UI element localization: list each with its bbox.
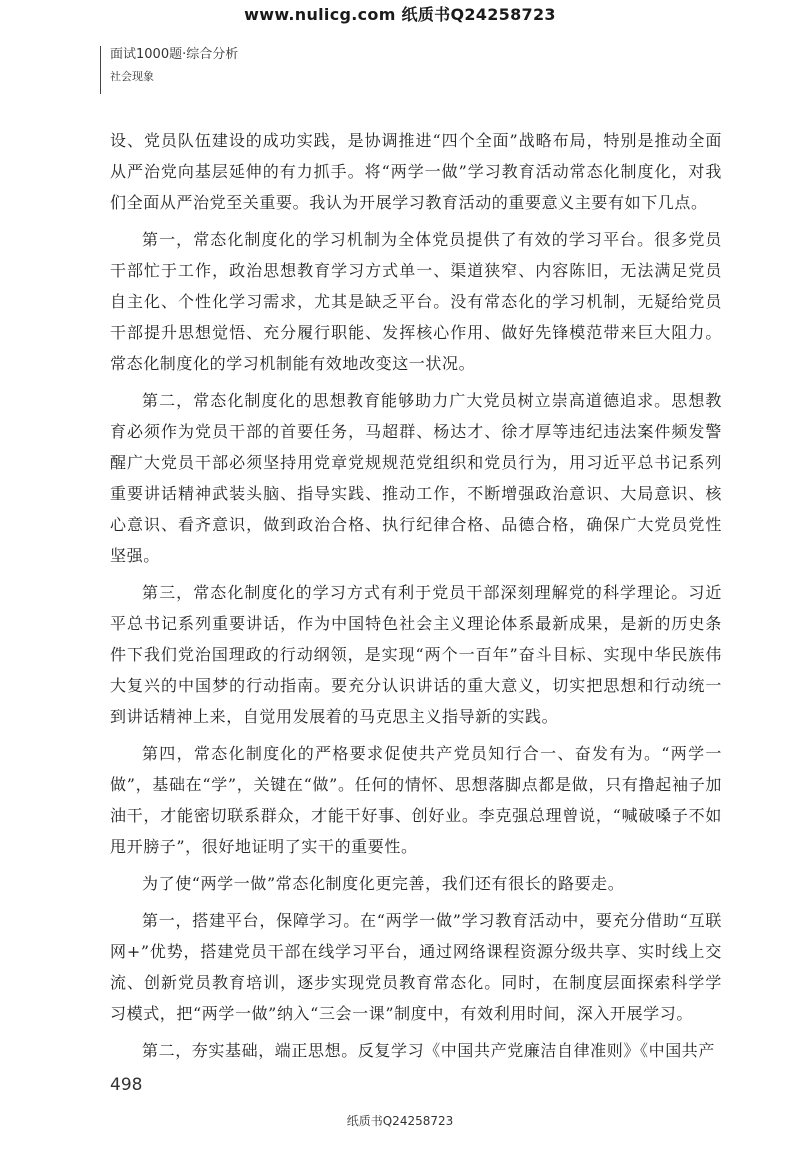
paragraph-measure-one: 第一，搭建平台，保障学习。在“两学一做”学习教育活动中，要充分借助“互联网+”优势，搭建党员干部在线学习平台，通过网络课程资源分级共享、实时线上交流、创新党员教育培训，逐步实现党员教育常态化。同时，在制度层面探索科学学习模式，把“两学一做”纳入“三会一课”制度中，有效利用时间，深入开展学习。 — [110, 911, 722, 1023]
running-header — [100, 46, 238, 94]
bottom-watermark: 纸质书Q24258723 — [346, 1114, 454, 1128]
paragraph-transition: 为了使“两学一做”常态化制度化更完善，我们还有很长的路要走。 — [142, 874, 625, 893]
paragraph-continued: 设、党员队伍建设的成功实践，是协调推进“四个全面”战略布局，特别是推动全面从严治党向基层延伸的有力抓手。将“两学一做”学习教育活动常态化制度化，对我们全面从严治党至关重要。我认为开展学习教育活动的重要意义主要有如下几点。 — [110, 131, 722, 212]
book-title: 面试1000题·综合分析 — [110, 47, 239, 62]
section-title: 社会现象 — [110, 70, 154, 83]
paragraph-point-three: 第三，常态化制度化的学习方式有利于党员干部深刻理解党的科学理论。习近平总书记系列重要讲话，作为中国特色社会主义理论体系最新成果，是新的历史条件下我们党治国理政的行动纲领，是实现“两个一百年”奋斗目标、实现中华民族伟大复兴的中国梦的行动指南。要充分认识讲话的重大意义，切实把思想和行动统一到讲话精神上来，自觉用发展着的马克思主义指导新的实践。 — [110, 583, 722, 726]
page-body — [110, 125, 722, 1072]
page-number: 498 — [110, 1075, 143, 1095]
paragraph-point-four: 第四，常态化制度化的严格要求促使共产党员知行合一、奋发有为。“两学一做”，基础在“学”，关键在“做”。任何的情怀、思想落脚点都是做，只有撸起袖子加油干，才能密切联系群众，才能干好事、创好业。李克强总理曾说，“喊破嗓子不如甩开膀子”，很好地证明了实干的重要性。 — [110, 744, 722, 856]
paragraph-measure-two: 第二，夯实基础，端正思想。反复学习《中国共产党廉洁自律准则》《中国共产 — [142, 1041, 716, 1060]
top-watermark: www.nulicg.com 纸质书Q24258723 — [244, 5, 556, 24]
paragraph-point-two: 第二，常态化制度化的思想教育能够助力广大党员树立崇高道德追求。思想教育必须作为党员干部的首要任务，马超群、杨达才、徐才厚等违纪违法案件频发警醒广大党员干部必须坚持用党章党规规范党组织和党员行为，用习近平总书记系列重要讲话精神武装头脑、指导实践、推动工作，不断增强政治意识、大局意识、核心意识、看齐意识，做到政治合格、执行纪律合格、品德合格，确保广大党员党性坚强。 — [110, 391, 722, 565]
paragraph-point-one: 第一，常态化制度化的学习机制为全体党员提供了有效的学习平台。很多党员干部忙于工作，政治思想教育学习方式单一、渠道狭窄、内容陈旧，无法满足党员自主化、个性化学习需求，尤其是缺乏平台。没有常态化的学习机制，无疑给党员干部提升思想觉悟、充分履行职能、发挥核心作用、做好先锋模范带来巨大阻力。常态化制度化的学习机制能有效地改变这一状况。 — [110, 230, 722, 373]
